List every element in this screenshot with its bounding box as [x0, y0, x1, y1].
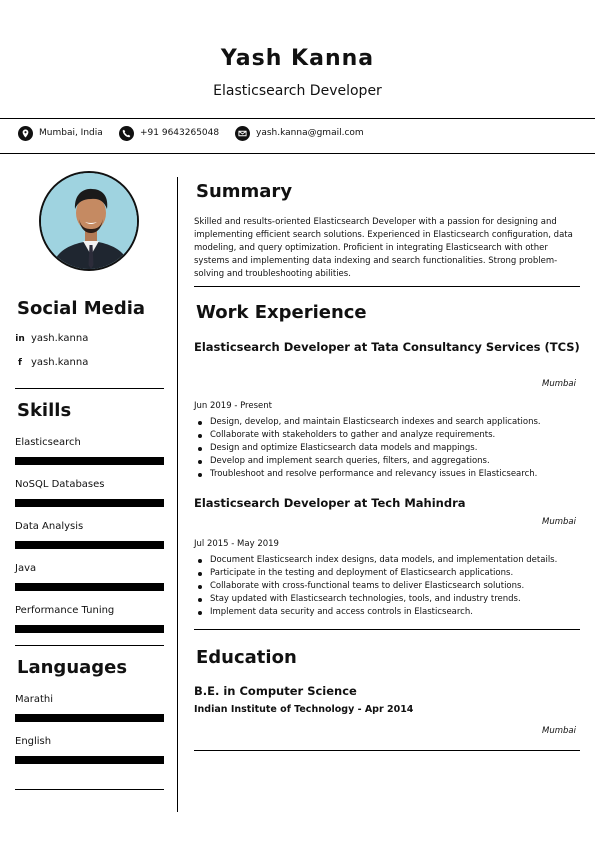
degree: B.E. in Computer Science	[194, 684, 357, 698]
list-item: Implement data security and access controls in Elasticsearch.	[194, 606, 584, 619]
list-item: Participate in the testing and deployment of Elasticsearch applications.	[194, 567, 584, 580]
skill-bar	[15, 499, 164, 507]
divider	[15, 645, 164, 646]
contact-email	[235, 125, 364, 141]
divider	[15, 388, 164, 389]
work-experience-heading: Work Experience	[196, 302, 367, 323]
location-pin-icon	[18, 126, 33, 141]
column-divider	[177, 177, 178, 812]
divider	[194, 750, 580, 751]
skill-label: Performance Tuning	[15, 605, 115, 616]
list-item: Stay updated with Elasticsearch technologies, tools, and industry trends.	[194, 593, 584, 606]
job-location: Mumbai	[542, 517, 576, 527]
list-item: Document Elasticsearch index designs, data models, and implementation details.	[194, 554, 584, 567]
job-bullets	[194, 416, 584, 481]
social-linkedin[interactable]	[15, 333, 88, 344]
skills-heading: Skills	[17, 400, 72, 421]
school: Indian Institute of Technology - Apr 2014	[194, 704, 414, 715]
list-item: Troubleshoot and resolve performance and relevancy issues in Elasticsearch.	[194, 468, 584, 481]
languages-heading: Languages	[17, 657, 128, 678]
summary-text: Skilled and results-oriented Elasticsearch Developer with a passion for designing and implementing efficient search solutions. Experienced in Elasticsearch configuration, data modeling, and query optimization. Proficient in integrating Elasticsearch with other systems and implementing data indexing and search functionalities. Strong problem-solving and troubleshooting abilities.	[194, 217, 573, 279]
phone-icon	[119, 126, 134, 141]
skill-bar	[15, 541, 164, 549]
location-text: Mumbai, India	[39, 128, 103, 138]
social-facebook-label: yash.kanna	[31, 357, 89, 368]
job-title: Elasticsearch Developer at Tech Mahindra	[194, 496, 466, 510]
job-location: Mumbai	[542, 379, 576, 389]
resume-header	[0, 0, 595, 118]
facebook-icon: f	[18, 357, 22, 368]
email-text: yash.kanna@gmail.com	[256, 128, 364, 138]
list-item: Collaborate with stakeholders to gather and analyze requirements.	[194, 429, 584, 442]
contact-location	[18, 125, 103, 141]
list-item: Collaborate with cross-functional teams to deliver Elasticsearch solutions.	[194, 580, 584, 593]
candidate-title: Elasticsearch Developer	[213, 83, 382, 99]
summary-heading: Summary	[196, 181, 293, 202]
skill-label: NoSQL Databases	[15, 479, 105, 490]
language-label: Marathi	[15, 694, 54, 705]
job-title: Elasticsearch Developer at Tata Consultancy Services (TCS)	[194, 340, 580, 354]
divider	[194, 286, 580, 287]
phone-text: +91 9643265048	[140, 128, 220, 138]
job-bullets	[194, 554, 584, 619]
skill-bar	[15, 583, 164, 591]
job-dates: Jul 2015 - May 2019	[194, 539, 279, 549]
job-dates: Jun 2019 - Present	[194, 401, 272, 411]
skill-label: Java	[15, 563, 37, 574]
divider	[15, 789, 164, 790]
email-icon	[235, 126, 250, 141]
list-item: Design and optimize Elasticsearch data models and mappings.	[194, 442, 584, 455]
language-bar	[15, 756, 164, 764]
skill-label: Elasticsearch	[15, 437, 81, 448]
divider	[194, 629, 580, 630]
language-bar	[15, 714, 164, 722]
candidate-name: Yash Kanna	[220, 46, 375, 71]
contact-phone	[119, 125, 219, 141]
skill-bar	[15, 457, 164, 465]
list-item: Design, develop, and maintain Elasticsearch indexes and search applications.	[194, 416, 584, 429]
education-heading: Education	[196, 647, 297, 668]
social-linkedin-label: yash.kanna	[31, 333, 89, 344]
language-label: English	[15, 736, 52, 747]
profile-photo	[39, 171, 139, 271]
social-facebook[interactable]	[15, 357, 88, 368]
skill-label: Data Analysis	[15, 521, 84, 532]
skill-bar	[15, 625, 164, 633]
list-item: Develop and implement search queries, filters, and aggregations.	[194, 455, 584, 468]
education-location: Mumbai	[542, 726, 576, 736]
social-media-heading: Social Media	[17, 298, 146, 319]
linkedin-icon: in	[15, 333, 25, 344]
contact-bar	[0, 118, 595, 154]
